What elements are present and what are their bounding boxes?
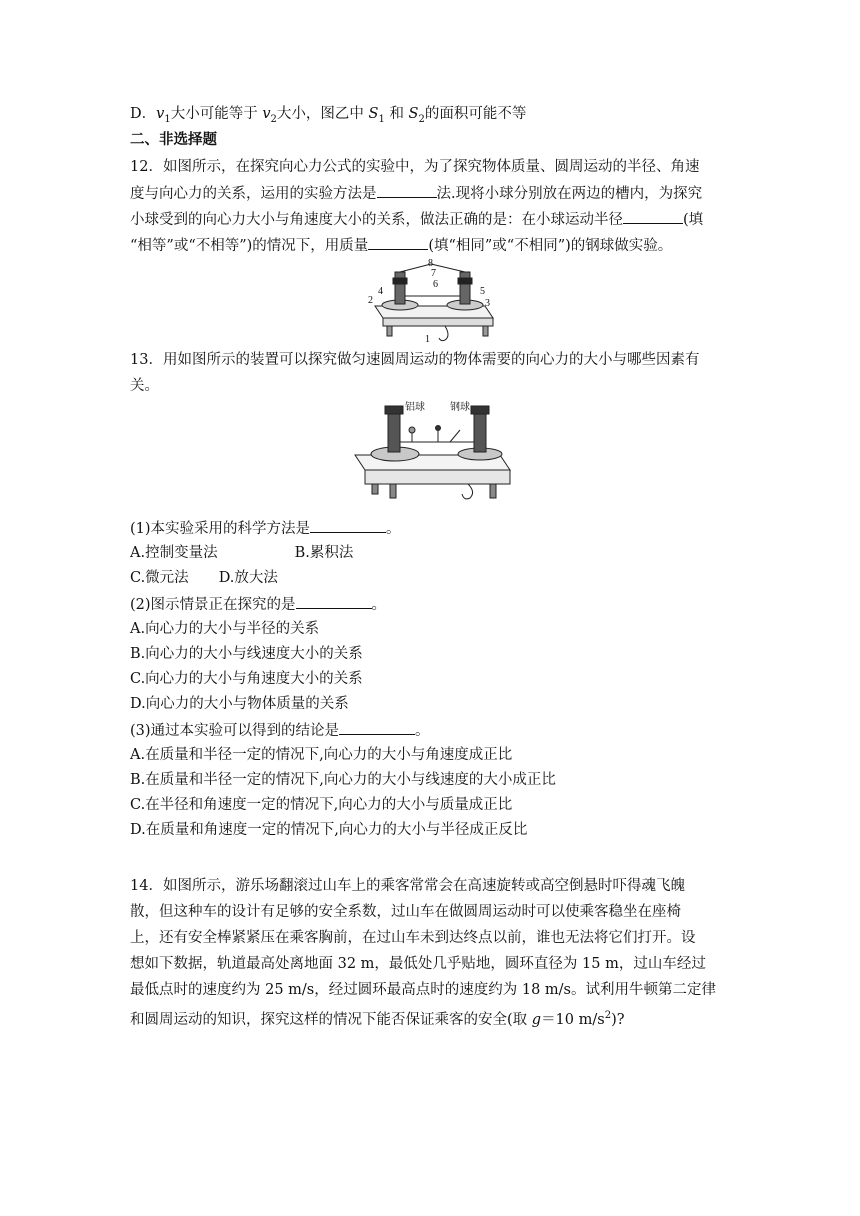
- q13-sub3-option-a[interactable]: A.在质量和半径一定的情况下,向心力的大小与角速度成正比: [130, 747, 513, 763]
- superscript: 2: [604, 1010, 612, 1021]
- fig-label-aluminum-ball: 铝球: [405, 402, 425, 413]
- section-heading: 二、非选择题: [130, 132, 217, 148]
- option-b[interactable]: B.累积法: [294, 545, 354, 561]
- q13-line-1: 13．用如图所示的装置可以探究做匀速圆周运动的物体需要的向心力的大小与哪些因素有: [130, 352, 700, 368]
- text: (1)本实验采用的科学方法是: [130, 521, 311, 537]
- q13-sub2-option-d[interactable]: D.向心力的大小与物体质量的关系: [130, 696, 349, 712]
- var-v2: v: [262, 106, 271, 122]
- text: (2)图示情景正在探究的是: [130, 597, 296, 613]
- q14-line-3: 上，还有安全棒紧紧压在乘客胸前，在过山车未到达终点以前，谁也无法将它们打开。设: [130, 930, 696, 946]
- text: 和圆周运动的知识，探究这样的情况下能否保证乘客的安全(取: [130, 1011, 532, 1028]
- answer-blank[interactable]: [623, 209, 683, 224]
- option-d[interactable]: D.放大法: [218, 570, 278, 586]
- q13-sub2-option-c[interactable]: C.向心力的大小与角速度大小的关系: [130, 671, 363, 687]
- q12-line-4: [130, 235, 672, 256]
- answer-blank[interactable]: [377, 183, 437, 198]
- q13-sub3-question: [130, 720, 430, 741]
- q13-sub2-option-a[interactable]: A.向心力的大小与半径的关系: [130, 621, 320, 637]
- q12-line-2: [130, 183, 702, 204]
- text: (填: [683, 212, 704, 228]
- centripetal-apparatus-figure-large: [350, 400, 515, 505]
- fig-label: 3: [485, 298, 490, 309]
- text: “相等”或“不相等”)的情况下，用质量: [130, 238, 369, 254]
- text: 小球受到的向心力大小与角速度大小的关系，做法正确的是：在小球运动半径: [130, 212, 623, 228]
- text: 的面积可能不等: [424, 106, 527, 122]
- text: 大小可能等于: [170, 106, 258, 122]
- q13-sub2-option-b[interactable]: B.向心力的大小与线速度大小的关系: [130, 646, 363, 662]
- sub-1: 1: [164, 113, 171, 125]
- answer-blank[interactable]: [296, 594, 372, 609]
- text: 。: [386, 521, 401, 537]
- var-g: g: [531, 1011, 542, 1028]
- text: (填“相同”或“不相同”)的钢球做实验。: [428, 238, 673, 254]
- fig-label: 6: [433, 279, 438, 290]
- answer-blank[interactable]: [339, 720, 415, 735]
- text: 。: [371, 597, 387, 613]
- text: 和: [389, 106, 404, 122]
- q13-line-2: 关。: [130, 378, 159, 394]
- q13-sub1-options-row-1: [130, 543, 353, 563]
- fig-label: 1: [425, 334, 430, 344]
- answer-blank[interactable]: [368, 235, 428, 250]
- text: 大小，图乙中: [276, 106, 364, 122]
- q13-sub3-option-d[interactable]: D.在质量和角速度一定的情况下,向心力的大小与半径成正反比: [130, 822, 528, 838]
- var-s2: S: [408, 106, 419, 122]
- q13-sub3-option-b[interactable]: B.在质量和半径一定的情况下,向心力的大小与线速度的大小成正比: [130, 772, 556, 788]
- text: (3)通过本实验可以得到的结论是: [130, 723, 340, 739]
- q14-line-1: 14．如图所示，游乐场翻滚过山车上的乘客常常会在高速旋转或高空倒悬时吓得魂飞魄: [130, 878, 685, 894]
- q13-sub1-question: [130, 518, 401, 539]
- q14-line-6: [130, 1006, 625, 1030]
- centripetal-apparatus-figure-small: [365, 258, 495, 344]
- q12-line-3: [130, 209, 703, 230]
- text: ＝10 m/s: [541, 1011, 605, 1028]
- q14-line-4: 想如下数据，轨道最高处离地面 32 m，最低处几乎贴地，圆环直径为 15 m，过山车经过: [130, 956, 706, 972]
- sub-2: 2: [418, 113, 425, 125]
- var-v1: v: [156, 106, 165, 122]
- q12-line-1: 12．如图所示，在探究向心力公式的实验中，为了探究物体质量、圆周运动的半径、角速: [130, 159, 700, 175]
- fig-label: 2: [368, 295, 373, 306]
- option-a[interactable]: A.控制变量法: [130, 545, 218, 561]
- option-letter: D．: [130, 106, 157, 122]
- answer-blank[interactable]: [310, 518, 386, 533]
- q14-line-2: 散，但这种车的设计有足够的安全系数，过山车在做圆周运动时可以使乘客稳坐在座椅: [130, 904, 681, 920]
- q13-sub3-option-c[interactable]: C.在半径和角速度一定的情况下,向心力的大小与质量成正比: [130, 797, 513, 813]
- fig-label: 4: [378, 286, 383, 297]
- text: 。: [415, 723, 430, 739]
- q13-sub1-options-row-2: [130, 568, 278, 588]
- fig-label: 5: [480, 286, 485, 297]
- text: 度与向心力的关系，运用的实验方法是: [130, 186, 377, 202]
- sub-2: 2: [270, 113, 277, 125]
- q14-line-5: 最低点时的速度约为 25 m/s，经过圆环最高点时的速度约为 18 m/s。试利用牛顿第二定律: [130, 982, 716, 998]
- text: )?: [611, 1011, 625, 1028]
- q13-sub2-question: [130, 594, 386, 615]
- q11-option-d: [130, 104, 526, 130]
- var-s1: S: [368, 106, 379, 122]
- fig-label-steel-ball: 钢球: [450, 402, 470, 413]
- text: 法.现将小球分别放在两边的槽内，为探究: [436, 186, 703, 202]
- fig-label: 8: [428, 258, 433, 269]
- option-c[interactable]: C.微元法: [130, 570, 189, 586]
- sub-1: 1: [378, 113, 385, 125]
- fig-label: 7: [431, 268, 436, 279]
